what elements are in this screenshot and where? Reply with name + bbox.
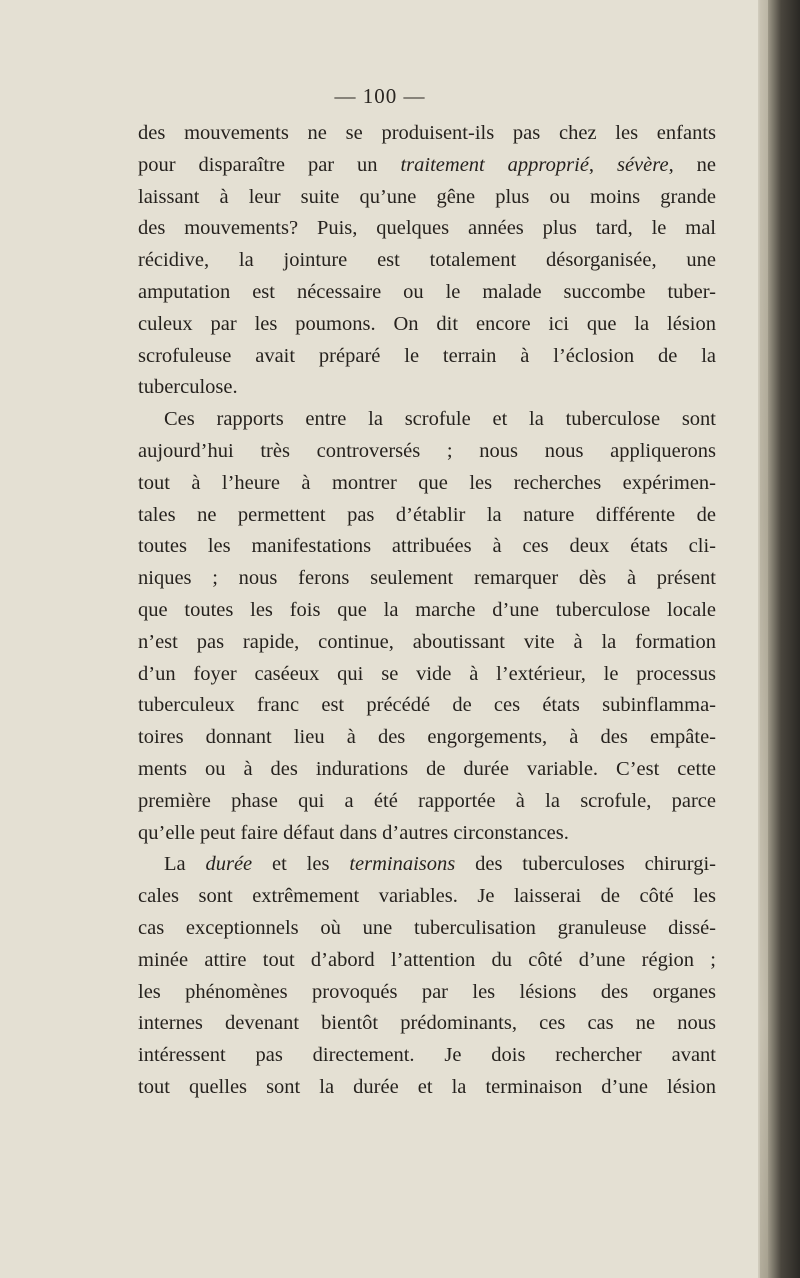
text-line — [138, 754, 716, 786]
text-line — [138, 277, 716, 309]
text-line — [138, 722, 716, 754]
text-line — [138, 913, 716, 945]
text-segment: d’un foyer caséeux qui se vide à l’extérieur, le processus — [138, 662, 716, 685]
text-segment: que toutes les fois que la marche d’une tuberculose locale — [138, 598, 716, 621]
text-segment: aujourd’hui très controversés ; nous nous appliquerons — [138, 439, 716, 462]
page-number: — 100 — — [334, 84, 426, 108]
text-segment: et les — [252, 853, 350, 876]
text-segment: récidive, la jointure est totalement désorganisée, une — [138, 249, 716, 272]
text-segment: , — [588, 153, 617, 176]
text-line — [138, 341, 716, 373]
text-line — [138, 468, 716, 500]
text-segment: des tuberculoses chirurgi- — [455, 853, 716, 876]
body-text — [138, 118, 716, 1104]
text-line — [138, 309, 716, 341]
italic-text: terminaisons — [349, 853, 456, 876]
text-line — [138, 1040, 716, 1072]
text-segment: internes devenant bientôt prédominants, ces cas ne nous — [138, 1012, 716, 1035]
text-segment: toires donnant lieu à des engorgements, à des empâte- — [138, 726, 716, 749]
text-segment: niques ; nous ferons seulement remarquer dès à présent — [138, 567, 716, 590]
text-segment: cas exceptionnels où une tuberculisation granuleuse dissé- — [138, 916, 716, 939]
text-line — [138, 500, 716, 532]
text-segment: La — [164, 853, 206, 876]
text-line — [138, 563, 716, 595]
text-segment: ments ou à des indurations de durée variable. C’est cette — [138, 757, 716, 780]
text-segment: qu’elle peut faire défaut dans d’autres circonstances. — [138, 821, 569, 844]
text-line — [138, 1072, 716, 1104]
text-segment: culeux par les poumons. On dit encore ici que la lésion — [138, 312, 716, 335]
text-segment: minée attire tout d’abord l’attention du côté d’une région ; — [138, 948, 716, 971]
text-line — [138, 372, 716, 404]
text-line — [138, 881, 716, 913]
text-line — [138, 690, 716, 722]
text-segment: tout à l’heure à montrer que les recherches expérimen- — [138, 471, 716, 494]
text-line — [138, 627, 716, 659]
text-line — [138, 945, 716, 977]
text-segment: laissant à leur suite qu’une gêne plus ou moins grande — [138, 185, 716, 208]
text-segment: pour disparaître par un — [138, 153, 401, 176]
text-segment: Ces rapports entre la scrofule et la tuberculose sont — [164, 408, 716, 431]
text-line — [138, 182, 716, 214]
text-segment: cales sont extrêmement variables. Je laisserai de côté les — [138, 885, 716, 908]
text-segment: tuberculose. — [138, 376, 238, 399]
text-segment: scrofuleuse avait préparé le terrain à l’éclosion de la — [138, 344, 716, 367]
page-edge-highlight — [760, 0, 768, 1278]
text-line — [138, 213, 716, 245]
text-line — [138, 786, 716, 818]
text-segment: première phase qui a été rapportée à la scrofule, parce — [138, 789, 716, 812]
text-segment: les phénomènes provoqués par les lésions des organes — [138, 980, 716, 1003]
text-segment: intéressent pas directement. Je dois rechercher avant — [138, 1044, 716, 1067]
text-segment: tout quelles sont la durée et la terminaison d’une lésion — [138, 1075, 716, 1098]
italic-text: sévère — [616, 153, 669, 176]
text-segment: toutes les manifestations attribuées à ces deux états cli- — [138, 535, 716, 558]
text-line — [138, 977, 716, 1009]
text-segment: tuberculeux franc est précédé de ces états subinflamma- — [138, 694, 716, 717]
text-segment: des mouvements ne se produisent-ils pas chez les enfants — [138, 122, 716, 144]
text-line — [138, 404, 716, 436]
text-segment: des mouvements? Puis, quelques années plus tard, le mal — [138, 217, 716, 240]
text-line — [138, 659, 716, 691]
text-segment: n’est pas rapide, continue, aboutissant vite à la formation — [138, 630, 716, 653]
text-line — [138, 531, 716, 563]
italic-text: durée — [205, 853, 253, 876]
text-line — [138, 150, 716, 182]
text-segment: , ne — [668, 153, 716, 176]
text-line — [138, 595, 716, 627]
text-segment: tales ne permettent pas d’établir la nature différente de — [138, 503, 716, 526]
text-segment: amputation est nécessaire ou le malade succombe tuber- — [138, 280, 716, 303]
text-line — [138, 436, 716, 468]
text-line — [138, 818, 716, 850]
italic-text: traitement approprié — [400, 153, 589, 176]
text-line — [138, 1008, 716, 1040]
text-line — [138, 118, 716, 150]
text-line — [138, 245, 716, 277]
text-line — [138, 849, 716, 881]
